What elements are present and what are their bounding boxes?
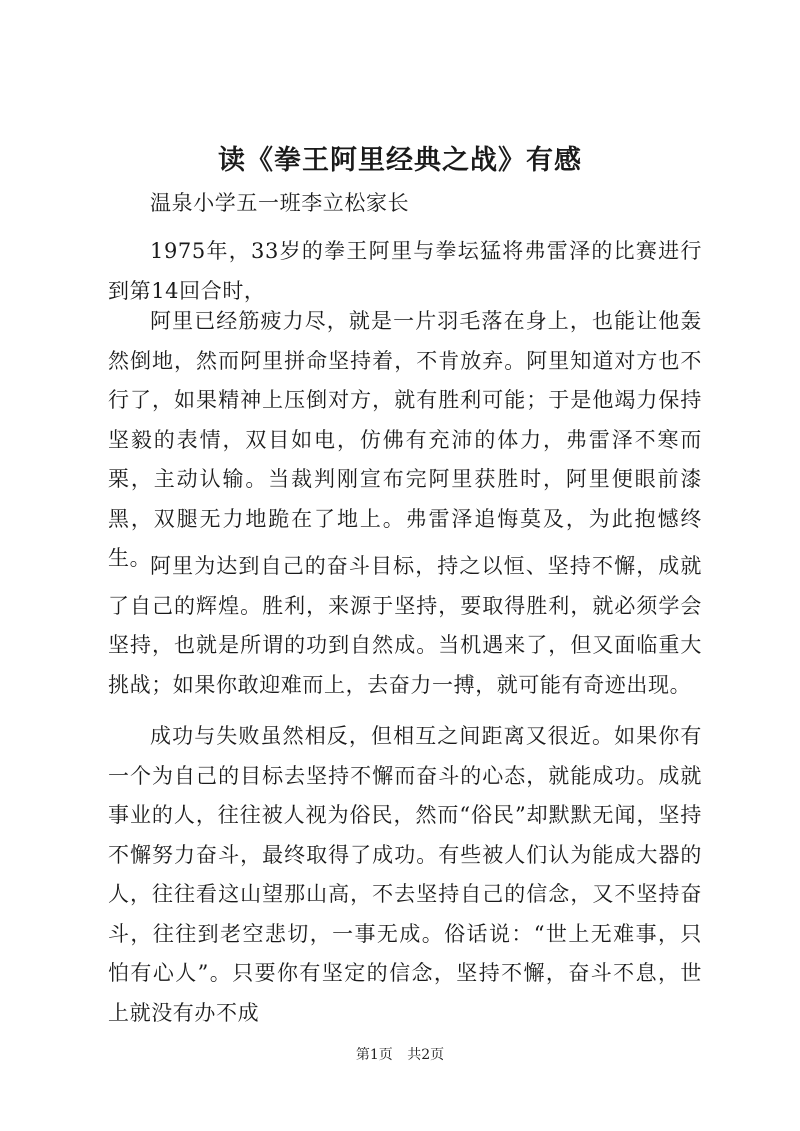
paragraph-3: 阿里为达到自己的奋斗目标，持之以恒、坚持不懈，成就了自己的辉煌。胜利，来源于坚持，要取得胜利，就必须学会坚持，也就是所谓的功到自然成。当机遇来了，但又面临重大挑战；如果你敢迎难而上，去奋力一搏，就可能有奇迹出现。 — [108, 554, 702, 697]
page-number-total: 共2页 — [407, 1047, 445, 1063]
paragraph-4: 成功与失败虽然相反，但相互之间距离又很近。如果你有一个为自己的目标去坚持不懈而奋斗的心态，就能成功。成就事业的人，往往被人视为俗民，然而“俗民”却默默无闻，坚持不懈努力奋斗，最终取得了成功。有些被人们认为能成大器的人，往往看这山望那山高，不去坚持自己的信念，又不坚持奋斗，往往到老空悲切，一事无成。俗话说：“世上无难事，只怕有心人”。只要你有坚定的信念，坚持不懈，奋斗不息，世上就没有办不成 — [108, 724, 702, 1025]
paragraph-1: 1975年，33岁的拳王阿里与拳坛猛将弗雷泽的比赛进行到第14回合时， — [108, 239, 702, 303]
page-number-current: 第1页 — [355, 1047, 393, 1063]
page-footer — [0, 1045, 800, 1065]
document-title: 读《拳王阿里经典之战》有感 — [218, 145, 582, 176]
author-line: 温泉小学五一班李立松家长 — [150, 191, 410, 215]
paragraph-2: 阿里已经筋疲力尽，就是一片羽毛落在身上，也能让他轰然倒地，然而阿里拼命坚持着，不肯放弃。阿里知道对方也不行了，如果精神上压倒对方，就有胜利可能；于是他竭力保持坚毅的表情，双目如电，仿佛有充沛的体力，弗雷泽不寒而栗，主动认输。当裁判刚宣布完阿里获胜时，阿里便眼前漆黑，双腿无力地跪在了地上。弗雷泽追悔莫及，为此抱憾终生。 — [108, 309, 702, 570]
